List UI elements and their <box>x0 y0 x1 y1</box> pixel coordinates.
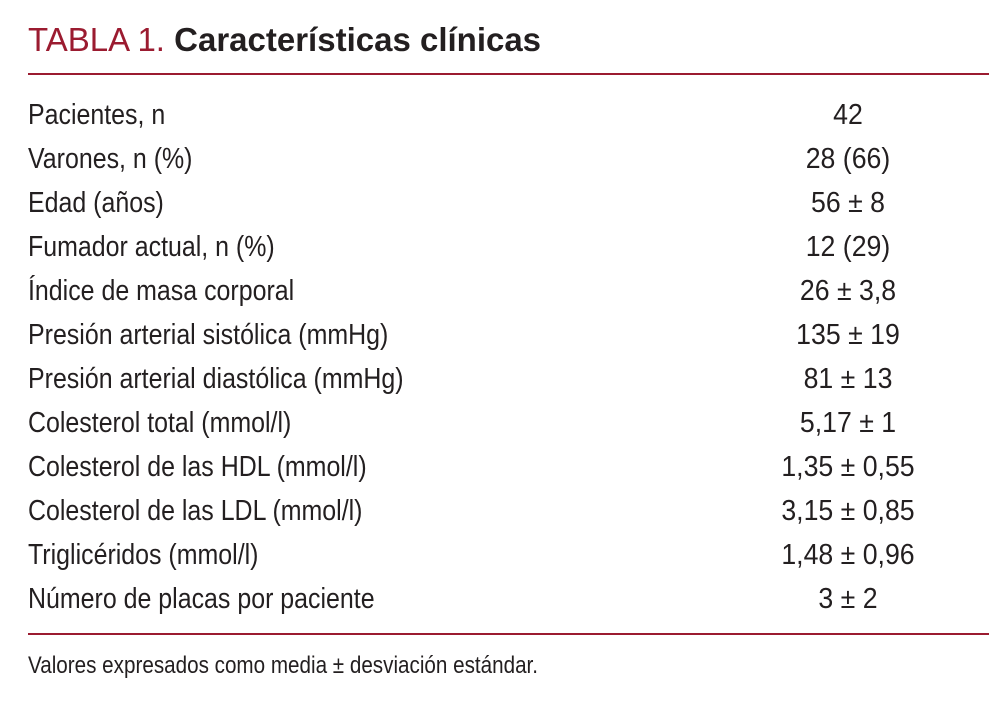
row-label: Triglicéridos (mmol/l) <box>28 539 259 571</box>
table-title <box>28 20 541 60</box>
row-label: Colesterol de las HDL (mmol/l) <box>28 451 367 483</box>
table-row <box>28 313 989 357</box>
top-divider <box>28 73 989 75</box>
row-label: Presión arterial sistólica (mmHg) <box>28 319 389 351</box>
row-value: 1,35 ± 0,55 <box>781 451 915 483</box>
table-row <box>28 357 989 401</box>
table-row <box>28 489 989 533</box>
table-row <box>28 445 989 489</box>
row-value: 12 (29) <box>805 231 891 263</box>
row-value: 3 ± 2 <box>818 583 878 615</box>
row-label: Índice de masa corporal <box>28 275 295 307</box>
table-row <box>28 533 989 577</box>
table-number-label: TABLA 1. <box>28 21 165 58</box>
row-value: 135 ± 19 <box>796 319 900 351</box>
row-label: Colesterol de las LDL (mmol/l) <box>28 495 363 527</box>
table-row <box>28 93 989 137</box>
table-footnote: Valores expresados como media ± desviación estándar. <box>28 652 539 679</box>
row-value: 5,17 ± 1 <box>799 407 897 439</box>
table-row <box>28 181 989 225</box>
row-value: 42 <box>833 99 863 131</box>
row-value: 81 ± 13 <box>803 363 893 395</box>
row-value: 28 (66) <box>805 143 891 175</box>
table-row <box>28 269 989 313</box>
table-row <box>28 577 989 621</box>
row-label: Pacientes, n <box>28 99 166 131</box>
row-label: Colesterol total (mmol/l) <box>28 407 292 439</box>
row-value: 56 ± 8 <box>810 187 885 219</box>
table-title-text: Características clínicas <box>174 21 542 58</box>
row-value: 26 ± 3,8 <box>799 275 897 307</box>
table-body <box>28 93 989 621</box>
bottom-divider <box>28 633 989 635</box>
table-row <box>28 401 989 445</box>
row-label: Presión arterial diastólica (mmHg) <box>28 363 404 395</box>
row-value: 3,15 ± 0,85 <box>781 495 915 527</box>
row-value: 1,48 ± 0,96 <box>781 539 915 571</box>
row-label: Número de placas por paciente <box>28 583 375 615</box>
row-label: Fumador actual, n (%) <box>28 231 275 263</box>
table-row <box>28 225 989 269</box>
row-label: Edad (años) <box>28 187 164 219</box>
row-label: Varones, n (%) <box>28 143 193 175</box>
table-row <box>28 137 989 181</box>
